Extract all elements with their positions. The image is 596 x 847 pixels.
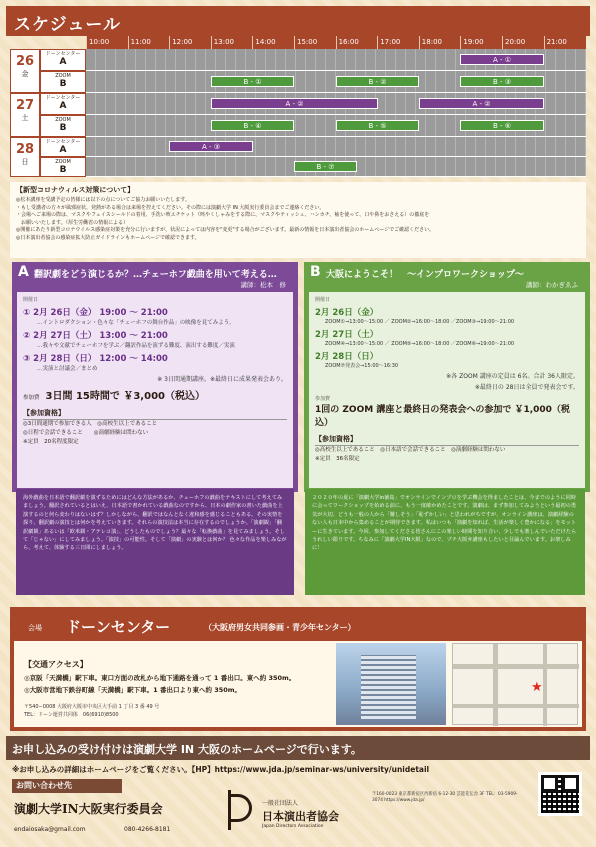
qualification-item: ◎日程で会話できること ◎演劇経験は問わない [23, 430, 149, 436]
building-photo [336, 643, 446, 725]
time-cell: 13:00 [211, 36, 253, 49]
session-desc: ZOOM①⇒13:00〜15:00 ／ ZOOM②⇒16:00〜18:00 ／ZOOM③⇒19:00〜21:00 [325, 319, 515, 325]
course-a-body [17, 292, 293, 488]
price-label: 参加費 [23, 395, 40, 401]
contact-phone: 080-4266-8181 [124, 826, 171, 833]
venue-name: ドーンセンター [66, 618, 171, 636]
course-b-panel [304, 262, 590, 492]
qualification-heading: 【参加資格】 [23, 408, 287, 420]
session-bar: B - ⑦ [294, 161, 357, 172]
venue-header [14, 611, 582, 641]
jda-name: 日本演出者協会 [262, 810, 339, 823]
room-letter: A [59, 57, 67, 67]
day-weekday: 金 [21, 70, 29, 78]
session-bar: A - ② [211, 98, 378, 109]
session-desc: …イントロダクション・色々な「チェーホフの舞台作品」の映像を見てみよう。 [37, 320, 235, 326]
qualification-item: ※定員 36名限定 [315, 456, 360, 462]
day-label [10, 137, 40, 177]
access-line: ◎大阪市営地下鉄谷町線「天満橋」駅下車。1 番出口より東へ約 350m。 [24, 686, 242, 694]
day-weekday: 日 [21, 158, 29, 166]
session-date: 2月 26日（金） [315, 308, 379, 318]
jda-logo [228, 790, 256, 830]
course-note: ※各 ZOOM 講座の定員は 6名。合計 36人限定。 [446, 373, 579, 380]
room-label: ZOOM [55, 117, 71, 123]
day-number: 28 [15, 142, 35, 157]
room-letter: A [59, 101, 67, 111]
price-value: 1回の ZOOM 講座と最終日の発表会への参加で ￥1,000（税込） [315, 405, 570, 428]
day-27-block [10, 93, 586, 137]
time-cell: 15:00 [294, 36, 336, 49]
timeline-row [86, 137, 586, 157]
schedule-header [6, 6, 590, 36]
apply-text: お申し込みの受け付けは演劇大学 IN 大阪のホームページで行います。 [12, 743, 362, 756]
session-bar: B - ① [211, 76, 294, 87]
dates-label: 開催日 [23, 297, 39, 303]
qualification-item: ◎3日間通期で参加できる人 ◎高校生以上であること [23, 421, 158, 427]
day-weekday: 土 [21, 114, 29, 122]
room-a-cell [40, 137, 86, 157]
course-title: 大阪にようこそ！ 〜インプロワークショップ〜 [326, 270, 524, 280]
qualification-item: ◎高校生以上であること ◎日本語で会話できること ◎演劇経験は問わない [315, 447, 506, 453]
jda-english-name: Japan Directors Association [262, 824, 324, 829]
time-cell: 17:00 [377, 36, 419, 49]
time-cell: 18:00 [419, 36, 461, 49]
timeline-row [86, 93, 586, 115]
price-value: 3日間 15時間で ￥3,000（税込） [45, 391, 205, 402]
course-price [23, 387, 287, 402]
session-desc: ZOOM④⇒13:00〜15:00 ／ ZOOM⑤⇒16:00〜18:00 ／ZOOM⑥⇒19:00〜21:00 [325, 341, 515, 347]
course-b-description: ２０２０年の夏に「演劇大学in徳島」でオンラインでインプロを学ぶ機会を得ましたことは、今までのように同時に会ってワークショップを始める前に、もう一度確かめたことです。演劇は、まず参加してみようという最初の勇気が大切、どうも一般の人から「難しそう」「恥ずかしい」と思われがちですが、オンライン講座は、演劇経験のない人も日本中から集めることが期待できます。私はいつも「演劇を知れば、生活が楽しく豊かになる」をモットーに生きています。今回、参加してくださる皆さんにこの楽しい時間を知り合い、少しでも楽しんでいただけたらうれしい限りです。ちなみに「演劇大学IN大阪」なので、プチ大阪弁講座もしたいと目論んでいます。お楽しみに！ [305, 489, 585, 595]
room-b-cell [40, 115, 86, 137]
notice-line: ・会場へご来場の際は、マスクやフェイスシールドの着用、手洗い咳エチケット（咳やくしゃみをする際に、マスクやティッシュ、ハンカチ、袖を使って、口や鼻をおさえる）の徹底を [16, 212, 430, 219]
course-b-body [309, 292, 585, 488]
notice-line: ◎松本講座を受講予定の皆様には以下の点についてご協力お願いいたします。 [16, 197, 190, 203]
venue-address: 〒540−0008 大阪府大阪市中央区大手前 1 丁目 3 番 49 号 [24, 704, 160, 710]
course-a-panel [12, 262, 298, 492]
time-cell: 20:00 [502, 36, 544, 49]
map-road [543, 644, 547, 726]
timeline-row [86, 157, 586, 177]
session-bar: A - ② [419, 98, 544, 109]
day-26-block [10, 49, 586, 93]
jda-type: 一般社団法人 [262, 800, 299, 807]
course-letter: A [18, 264, 29, 280]
session-bar: A - ③ [169, 141, 253, 152]
time-header-row [86, 36, 586, 49]
room-label: ドーンセンター [45, 95, 81, 101]
day-label [10, 49, 40, 93]
time-cell: 11:00 [128, 36, 170, 49]
session-bar: B - ⑤ [336, 120, 419, 131]
room-label: ドーンセンター [45, 51, 81, 57]
contact-title: お問い合わせ先 [12, 779, 122, 793]
day-number: 26 [15, 54, 35, 69]
day-number: 27 [15, 98, 35, 113]
session-date: 2月 28日（日） [315, 352, 379, 362]
session-date: ③ 2月 28日（日） 12:00 〜 14:00 [23, 354, 168, 364]
session-bar: B - ④ [211, 120, 294, 131]
course-note: ※ 3日間通期講座。※最終日に成果発表会あり。 [157, 376, 287, 383]
qualification-heading: 【参加資格】 [315, 434, 579, 446]
room-a-cell [40, 93, 86, 115]
room-label: ZOOM [55, 73, 71, 79]
course-a-description: 海外戯曲を日本語で翻訳劇を演ずるためにはどんな方法があるか、チェーホフの戯曲をテキストにして考えてみましょう。翻訳されているとはいえ、日本語で書かれている戯曲なのですから、日本の劇作家の書いた戯曲を上演するのと何ら変わりはないはず？しかしながら、翻訳ではなんとなく違和感を感じることもある。その実情を探り、翻訳劇の演技とは何かを考えていきます。それらの演技法は本当に存在するのでしょうか。「演劇観」「翻訳劇観」あるいは「欧米観・アテレコ演」、どうしたものでしょう？最々な「転換戯曲」を見てみましょう。そして「じゃない」にしてみましょう。「演技」の可能性。そして「演劇」の実験とは何か？ 色々な作品を楽しみながら、考えて、体験する三日間にしましょう。 [16, 489, 294, 595]
venue-label: 会場 [28, 624, 42, 632]
room-label: ドーンセンター [45, 139, 81, 145]
day-28-block [10, 137, 586, 177]
course-instructor: 講師：わかぎゑふ [526, 281, 578, 289]
timeline-row [86, 49, 586, 71]
timeline-row [86, 71, 586, 93]
access-title: 【交通アクセス】 [24, 660, 88, 669]
schedule-title: スケジュール [14, 15, 121, 35]
session-bar: B - ③ [460, 76, 544, 87]
jda-address: 〒160-0023 東京都新宿区西新宿 6-12-30 芸能花伝舎 3F TEL：03-5909-3074 https://www.jda.jp/ [372, 792, 518, 803]
contact-email: endaiosaka@gmail.com [14, 826, 86, 833]
room-label: ZOOM [55, 159, 71, 165]
time-cell: 21:00 [544, 36, 586, 49]
room-a-cell [40, 49, 86, 71]
session-desc: ZOOM⑦発表会⇒15:00〜16:30 [325, 363, 399, 369]
contact-organization: 演劇大学IN大阪実行委員会 [14, 802, 163, 816]
course-title: 翻訳劇をどう演じるか？…チェーホフ戯曲を用いて考える… [34, 270, 277, 280]
notice-line: ・もし受講者の方々が風邪症状、発熱がある場合は来場を控えてください。その際には演劇大学 IN 大阪実行委員会までご連絡ください。 [16, 204, 325, 211]
venue-subtitle: （大阪府男女共同参画・青少年センター） [204, 623, 356, 632]
venue-phone: TEL：ドーン運営共同体 06(6910)8500 [24, 712, 119, 718]
timeline-row [86, 115, 586, 137]
covid-notice [10, 182, 586, 258]
room-letter: B [59, 165, 67, 175]
time-cell: 16:00 [336, 36, 378, 49]
room-b-cell [40, 71, 86, 93]
session-date: 2月 27日（土） [315, 330, 379, 340]
map-road [453, 704, 579, 708]
notice-line: ◎日本演出者協会の感染症拡大防止ガイドラインもホームページで確認できます。 [16, 234, 200, 241]
price-label: 参加費 [315, 396, 331, 402]
venue-map [452, 643, 578, 725]
course-instructor: 講師：松本 修 [240, 281, 286, 289]
session-desc: …実演と討議会／まとめ [37, 366, 98, 372]
dates-label: 開催日 [315, 297, 331, 303]
map-road [493, 644, 498, 726]
time-cell: 14:00 [252, 36, 294, 49]
course-b-header [304, 262, 590, 292]
room-letter: B [59, 79, 67, 89]
location-pin-icon: ★ [531, 680, 543, 695]
session-desc: …我々や文献でチェーホフを学ぶ／翻訳作品を演ずる難度、演出する難度／実演 [37, 343, 235, 349]
session-date: ② 2月 27日（土） 13:00 〜 21:00 [23, 331, 168, 341]
notice-title: 【新型コロナウィルス対策について】 [16, 186, 135, 194]
session-bar: B - ② [336, 76, 419, 87]
qualification-item: ※定員 20名程度限定 [23, 439, 79, 445]
session-bar: A - ① [460, 54, 544, 65]
time-cell: 19:00 [460, 36, 502, 49]
session-date: ① 2月 26日（金） 19:00 〜 21:00 [23, 308, 168, 318]
course-letter: B [310, 264, 321, 280]
course-note: ※最終日の 28日は全員で発表会です。 [474, 384, 579, 391]
qr-code[interactable] [538, 772, 582, 816]
time-cell: 12:00 [169, 36, 211, 49]
time-cell: 10:00 [86, 36, 128, 49]
course-a-header [12, 262, 298, 292]
notice-line: お願いいたします。（厚生労働省の情報による） [16, 219, 129, 226]
notice-line: ◎開催にあたり新型コロナウイルス感染症対策を充分に行いますが、状況によっては内容を"変更"する場合がございます。最新の情報を日本演出者協会のホームページでご確認ください。 [16, 227, 435, 234]
access-line: ◎京阪「天満橋」駅下車。東口方面の改札から地下通路を通って 1 番出口。東へ約 350m。 [24, 674, 296, 682]
venue-section [10, 607, 586, 731]
room-letter: B [59, 123, 67, 133]
day-label [10, 93, 40, 137]
session-bar: B - ⑥ [460, 120, 544, 131]
apply-detail: ※お申し込みの詳細はホームページをご覧ください。【HP】https://www.jda.jp/seminar-ws/university/unidetail [12, 765, 430, 774]
room-letter: A [59, 145, 67, 155]
map-road [453, 664, 579, 669]
room-b-cell [40, 157, 86, 177]
venue-inner [14, 611, 582, 727]
apply-banner [6, 736, 590, 760]
